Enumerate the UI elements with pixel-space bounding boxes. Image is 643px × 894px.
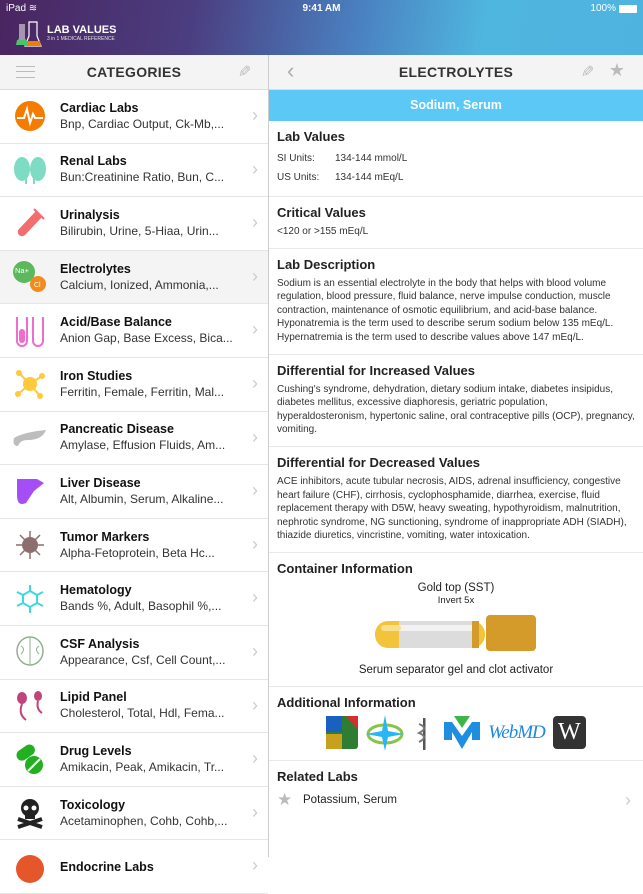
critical-value: <120 or >155 mEq/L xyxy=(277,226,369,237)
chevron-right-icon: › xyxy=(625,789,631,810)
chevron-right-icon: › xyxy=(252,748,258,769)
category-name: Liver Disease xyxy=(60,475,141,490)
category-row[interactable] xyxy=(0,251,268,305)
webmd-link[interactable]: WebMD xyxy=(488,721,545,743)
section-title: Critical Values xyxy=(277,205,366,220)
lab-values-section xyxy=(269,121,643,197)
gold-top-tube-icon xyxy=(269,611,643,653)
app-subtitle: 3 in 1 MEDICAL REFERENCE xyxy=(47,36,115,42)
category-subtitle: Cholesterol, Total, Hdl, Fema... xyxy=(60,706,225,721)
category-subtitle: Amylase, Effusion Fluids, Am... xyxy=(60,438,226,453)
edit-note-icon[interactable]: ✎ xyxy=(577,64,595,78)
category-subtitle: Alt, Albumin, Serum, Alkaline... xyxy=(60,491,224,506)
endocrine-icon xyxy=(0,851,60,883)
app-logo xyxy=(15,18,116,48)
category-name: Iron Studies xyxy=(60,368,133,383)
chevron-right-icon: › xyxy=(252,640,258,661)
test-name-header: Sodium, Serum xyxy=(269,90,643,121)
status-time: 9:41 AM xyxy=(302,3,341,14)
app-title: LAB VALUES xyxy=(47,24,117,36)
tube-name: Gold top (SST) xyxy=(417,581,495,594)
category-name: Lipid Panel xyxy=(60,690,127,705)
detail-title: ELECTROLYTES xyxy=(398,64,514,80)
heart-monitor-icon xyxy=(0,100,60,132)
si-label: SI Units: xyxy=(277,153,315,164)
container-section xyxy=(269,553,643,687)
category-row[interactable] xyxy=(0,412,268,466)
battery-icon xyxy=(619,5,637,13)
molecule-icon xyxy=(0,368,60,400)
category-name: Electrolytes xyxy=(60,261,131,276)
category-subtitle: Bands %, Adult, Basophil %,... xyxy=(60,599,222,614)
us-value: 134-144 mEq/L xyxy=(335,172,404,183)
category-row[interactable] xyxy=(0,358,268,412)
edit-icon[interactable]: ✎ xyxy=(234,64,252,78)
tubes-icon xyxy=(0,315,60,347)
category-row[interactable] xyxy=(0,197,268,251)
chevron-right-icon: › xyxy=(252,533,258,554)
brain-icon xyxy=(0,636,60,668)
invert-text: Invert 5x xyxy=(437,594,475,606)
us-units-row xyxy=(277,168,635,187)
category-row[interactable] xyxy=(0,144,268,198)
category-row[interactable] xyxy=(0,840,268,894)
section-title: Container Information xyxy=(277,560,413,576)
additional-info-section xyxy=(269,687,643,761)
section-title: Differential for Increased Values xyxy=(277,362,475,378)
chevron-right-icon: › xyxy=(252,855,258,876)
si-value: 134-144 mmol/L xyxy=(335,153,408,164)
section-title: Additional Information xyxy=(277,694,416,710)
google-scholar-icon[interactable] xyxy=(326,716,358,749)
chevron-right-icon: › xyxy=(252,212,258,233)
chevron-right-icon: › xyxy=(252,694,258,715)
chevron-right-icon: › xyxy=(252,265,258,286)
category-name: Urinalysis xyxy=(60,207,120,222)
sperm-lipid-icon xyxy=(0,690,60,722)
related-lab-item[interactable] xyxy=(277,791,635,809)
wifi-icon: ≋ xyxy=(28,3,38,14)
hexagon-molecule-icon xyxy=(0,583,60,615)
category-subtitle: Calcium, Ionized, Ammonia,... xyxy=(60,277,219,292)
section-title: Lab Values xyxy=(277,129,345,144)
compass-icon[interactable] xyxy=(366,715,404,751)
category-name: Cardiac Labs xyxy=(60,100,139,115)
category-name: Tumor Markers xyxy=(60,529,150,544)
chevron-right-icon: › xyxy=(252,426,258,447)
chevron-right-icon: › xyxy=(252,587,258,608)
app-banner xyxy=(0,0,643,55)
category-row[interactable] xyxy=(0,465,268,519)
category-name: Toxicology xyxy=(60,797,126,812)
chevron-right-icon: › xyxy=(252,319,258,340)
critical-values-section xyxy=(269,197,643,249)
related-labs-section xyxy=(269,761,643,818)
svg-text:Cl: Cl xyxy=(34,282,41,290)
category-subtitle: Ferritin, Female, Ferritin, Mal... xyxy=(60,384,225,399)
chevron-right-icon: › xyxy=(252,480,258,501)
category-subtitle: Appearance, Csf, Cell Count,... xyxy=(60,652,226,667)
caduceus-icon[interactable] xyxy=(412,716,436,750)
category-row[interactable] xyxy=(0,680,268,734)
decreased-values-section xyxy=(269,447,643,553)
category-row[interactable] xyxy=(0,626,268,680)
categories-nav-bar xyxy=(0,55,268,90)
battery-label: 100% xyxy=(590,3,616,14)
section-title: Lab Description xyxy=(277,256,376,272)
kidneys-icon xyxy=(0,154,60,186)
star-icon[interactable]: ★ xyxy=(277,789,293,809)
virus-icon xyxy=(0,529,60,561)
device-label: iPad xyxy=(6,3,27,14)
skull-icon xyxy=(0,797,60,829)
category-subtitle: Bilirubin, Urine, 5-Hiaa, Urin... xyxy=(60,223,219,238)
category-subtitle: Amikacin, Peak, Amikacin, Tr... xyxy=(60,759,225,774)
chevron-right-icon: › xyxy=(252,158,258,179)
lab-description-section xyxy=(269,249,643,355)
wikipedia-icon[interactable]: W xyxy=(553,716,586,749)
category-row[interactable] xyxy=(0,572,268,626)
description-text: Sodium is an essential electrolyte in the body that helps with blood volume regulation, blood pressure, fluid balance, nerve impulse conduction, muscle contraction, maintenance of osmotic equilibrium, and acid-base balance. Hyponatremia is the term used to describe serum sodium below 135 mEq/L. Hypernatremia is the term used to describe values above 147 mEq/L. xyxy=(277,277,614,343)
medscape-icon[interactable] xyxy=(444,716,480,749)
status-battery xyxy=(590,3,637,14)
na-cl-icon xyxy=(0,261,60,293)
detail-nav-bar xyxy=(269,55,643,90)
categories-list[interactable] xyxy=(0,90,268,876)
increased-values-section xyxy=(269,355,643,447)
category-subtitle: Alpha-Fetoprotein, Beta Hc... xyxy=(60,545,215,560)
chevron-right-icon: › xyxy=(252,372,258,393)
category-name: CSF Analysis xyxy=(60,636,140,651)
test-tube-icon xyxy=(0,207,60,239)
category-name: Drug Levels xyxy=(60,743,132,758)
pills-icon xyxy=(0,743,60,775)
section-title: Differential for Decreased Values xyxy=(277,454,481,470)
category-name: Renal Labs xyxy=(60,154,127,169)
svg-text:Na+: Na+ xyxy=(15,266,29,276)
chevron-right-icon: › xyxy=(252,105,258,125)
si-units-row xyxy=(277,149,635,168)
category-name: Acid/Base Balance xyxy=(60,315,172,330)
favorite-star-icon[interactable]: ★ xyxy=(608,60,625,80)
increased-text: Cushing's syndrome, dehydration, dietary sodium intake, diabetes insipidus, diabetes mellitus, excessive diaphoresis, geriatric population, hyperaldosteronism, hypertonic saline, oral contraceptive pills (OCP), pregnancy, vomiting. xyxy=(277,383,635,436)
category-subtitle: Anion Gap, Base Excess, Bica... xyxy=(60,331,233,346)
decreased-text: ACE inhibitors, acute tubular necrosis, AIDS, adrenal insufficiency, congestive heart failure (CHF), cirrhosis, cyclophosphamide, diarrhea, exercise, fluid replacement therapy with D5W, heavy sweating, hypothyroidism, malnutrition, nephrotic syndrome, NG sunctioning, syndrome of inappropriate ADH (SIADH), thiazide diuretics, vincristine, vomiting, water intoxication. xyxy=(277,475,627,542)
category-name: Pancreatic Disease xyxy=(60,422,174,437)
detail-pane xyxy=(269,90,643,857)
category-row[interactable] xyxy=(0,304,268,358)
chevron-right-icon: › xyxy=(252,801,258,822)
flask-logo-icon xyxy=(15,18,43,48)
category-row[interactable] xyxy=(0,90,268,144)
category-row[interactable] xyxy=(0,733,268,787)
category-name: Hematology xyxy=(60,583,132,598)
pancreas-icon xyxy=(0,428,60,448)
category-row[interactable] xyxy=(0,519,268,573)
us-label: US Units: xyxy=(277,172,320,183)
category-subtitle: Bnp, Cardiac Output, Ck-Mb,... xyxy=(60,116,225,131)
category-subtitle: Bun:Creatinine Ratio, Bun, C... xyxy=(60,170,225,185)
liver-icon xyxy=(0,475,60,507)
category-name: Endocrine Labs xyxy=(60,859,154,874)
back-button[interactable]: ‹ xyxy=(287,58,295,83)
categories-title: CATEGORIES xyxy=(86,64,182,80)
section-title: Related Labs xyxy=(277,768,358,784)
category-row[interactable] xyxy=(0,787,268,841)
additive-text: Serum separator gel and clot activator xyxy=(358,663,554,676)
related-lab-name: Potassium, Serum xyxy=(303,793,397,806)
category-subtitle: Acetaminophen, Cohb, Cohb,... xyxy=(60,813,228,828)
